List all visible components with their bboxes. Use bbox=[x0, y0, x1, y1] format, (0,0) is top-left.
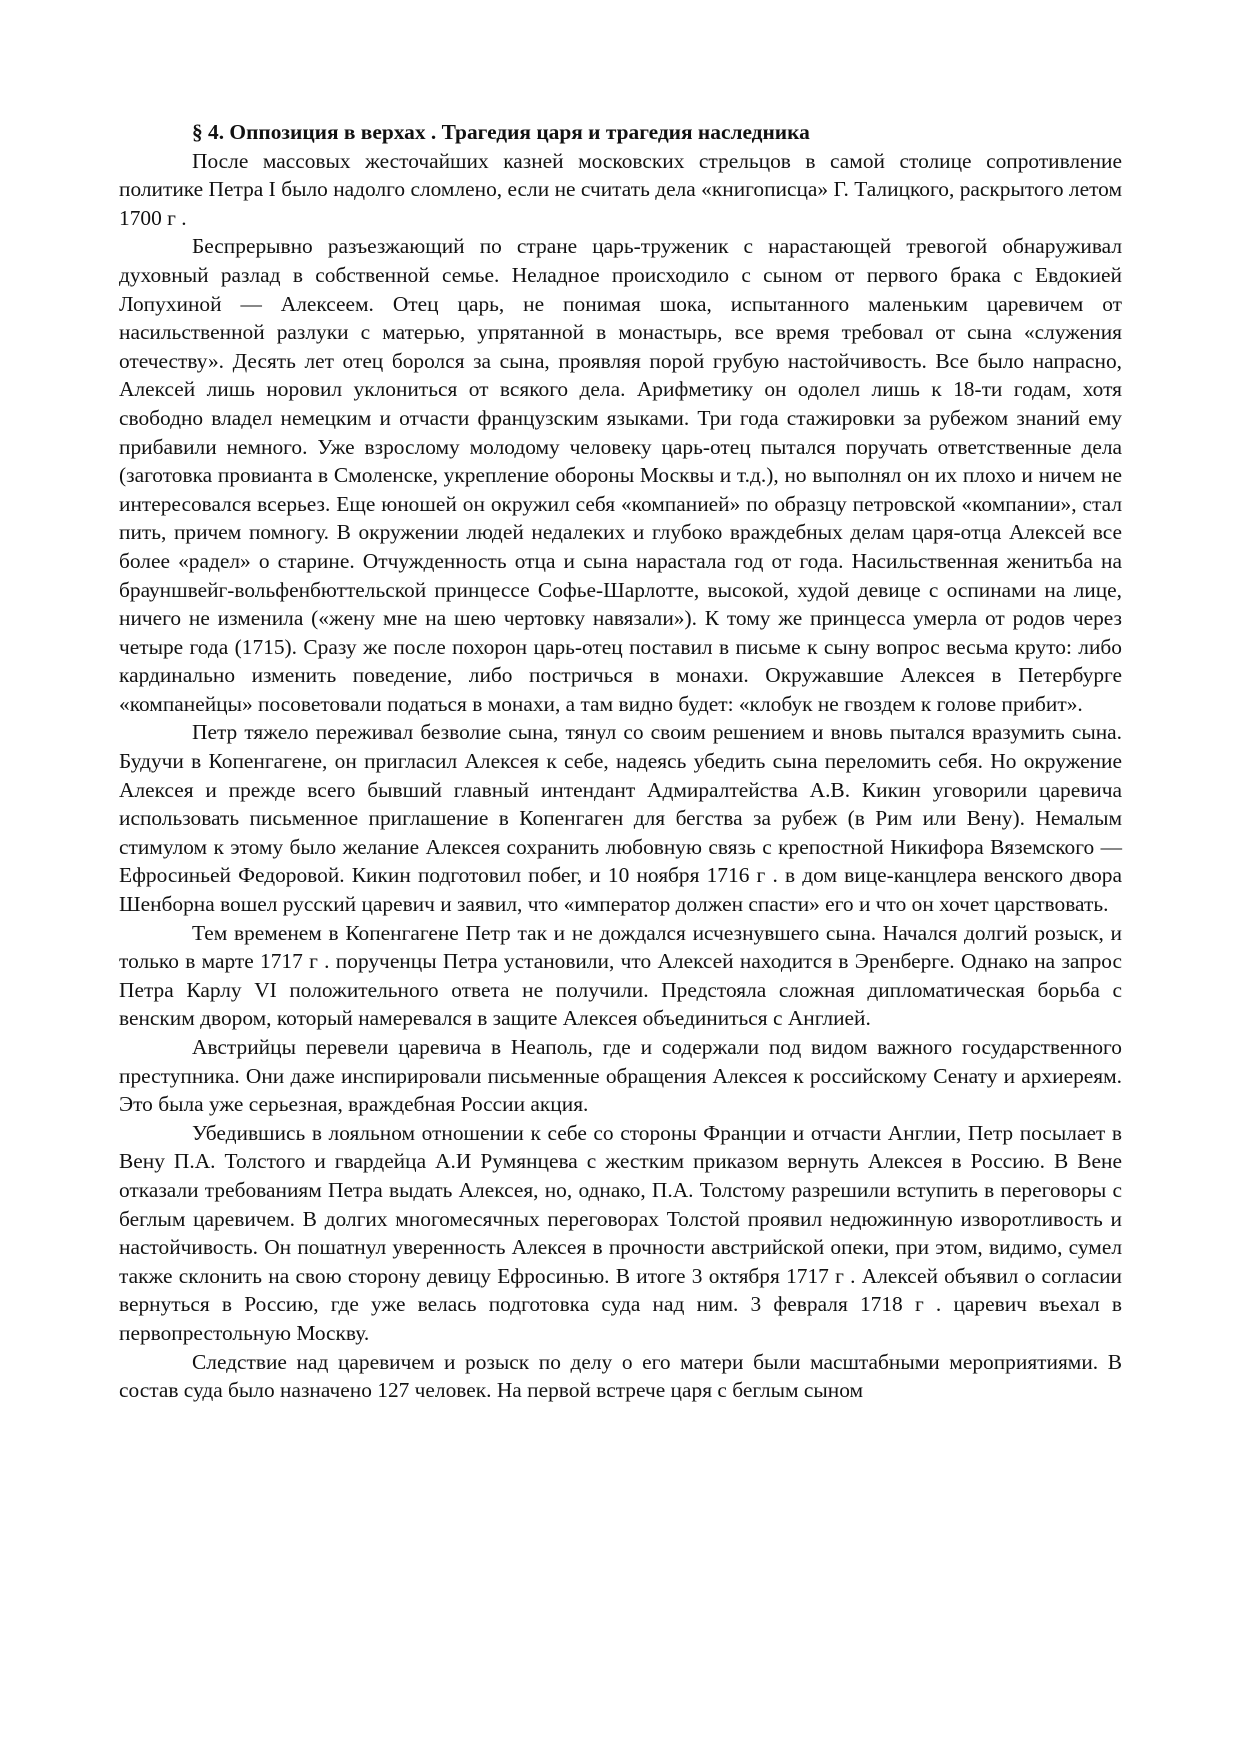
paragraph-2: Беспрерывно разъезжающий по стране царь-труженик с нарастающей тревогой обнаруживал духовный разлад в собственной семье. Неладное происходило с сыном от первого брака с Евдокией Лопухиной — Алексеем. Отец царь, не понимая шока, испытанного маленьким царевичем от насильственной разлуки с матерью, упрятанной в монастырь, все время требовал от сына «служения отечеству». Десять лет отец боролся за сына, проявляя порой грубую настойчивость. Все было напрасно, Алексей лишь норовил уклониться от всякого дела. Арифметику он одолел лишь к 18-ти годам, хотя свободно владел немецким и отчасти французским языками. Три года стажировки за рубежом знаний ему прибавили немного. Уже взрослому молодому человеку царь-отец пытался поручать ответственные дела (заготовка провианта в Смоленске, укрепление обороны Москвы и т.д.), но выполнял он их плохо и ничем не интересовался всерьез. Еще юношей он окружил себя «компанией» по образцу петровской «компании», стал пить, причем помногу. В окружении людей недалеких и глубоко враждебных делам царя-отца Алексей все более «радел» о старине. Отчужденность отца и сына нарастала год от года. Насильственная женитьба на брауншвейг-вольфенбюттельской принцессе Софье-Шарлотте, высокой, худой девице с оспинами на лице, ничего не изменила («жену мне на шею чертовку навязали»). К тому же принцесса умерла от родов через четыре года (1715). Сразу же после похорон царь-отец поставил в письме к сыну вопрос весьма круто: либо кардинально изменить поведение, либо постричься в монахи. Окружавшие Алексея в Петербурге «компанейцы» посоветовали податься в монахи, а там видно будет: «клобук не гвоздем к голове прибит». bbox=[119, 234, 1122, 716]
document-page bbox=[119, 118, 1122, 1405]
paragraph-7: Следствие над царевичем и розыск по делу о его матери были масштабными мероприятиями. В состав суда было назначено 127 человек. На первой встрече царя с беглым сыном bbox=[119, 1349, 1122, 1403]
paragraph-4: Тем временем в Копенгагене Петр так и не дождался исчезнувшего сына. Начался долгий розыск, и только в марте 1717 г . порученцы Петра установили, что Алексей находится в Эренберге. Однако на запрос Петра Карлу VI положительного ответа не получили. Предстояла сложная дипломатическая борьба с венским двором, который намеревался в защите Алексея объединиться с Англией. bbox=[119, 920, 1122, 1031]
paragraph-3: Петр тяжело переживал безволие сына, тянул со своим решением и вновь пытался вразумить сына. Будучи в Копенгагене, он пригласил Алексея к себе, надеясь убедить сына переломить себя. Но окружение Алексея и прежде всего бывший главный интендант Адмиралтейства А.В. Кикин уговорили царевича использовать письменное приглашение в Копенгаген для бегства за рубеж (в Рим или Вену). Немалым стимулом к этому было желание Алексея сохранить любовную связь с крепостной Никифора Вяземского — Ефросиньей Федоровой. Кикин подготовил побег, и 10 ноября 1716 г . в дом вице-канцлера венского двора Шенборна вошел русский царевич и заявил, что «император должен спасти» его и что он хочет царствовать. bbox=[119, 720, 1122, 917]
section-title: § 4. Оппозиция в верхах . Трагедия царя и трагедия наследника bbox=[192, 120, 810, 144]
paragraph-5: Австрийцы перевели царевича в Неаполь, где и содержали под видом важного государственного преступника. Они даже инспирировали письменные обращения Алексея к российскому Сенату и архиереям. Это была уже серьезная, враждебная России акция. bbox=[119, 1035, 1122, 1117]
paragraph-6: Убедившись в лояльном отношении к себе со стороны Франции и отчасти Англии, Петр посылает в Вену П.А. Толстого и гвардейца А.И Румянцева с жестким приказом вернуть Алексея в Россию. В Вене отказали требованиям Петра выдать Алексея, но, однако, П.А. Толстому разрешили вступить в переговоры с беглым царевичем. В долгих многомесячных переговорах Толстой проявил недюжинную изворотливость и настойчивость. Он пошатнул уверенность Алексея в прочности австрийской опеки, при этом, видимо, сумел также склонить на свою сторону девицу Ефросинью. В итоге 3 октября 1717 г . Алексей объявил о согласии вернуться в Россию, где уже велась подготовка суда над ним. 3 февраля 1718 г . царевич въехал в первопрестольную Москву. bbox=[119, 1120, 1122, 1345]
paragraph-1: После массовых жесточайших казней московских стрельцов в самой столице сопротивление политике Петра I было надолго сломлено, если не считать дела «книгописца» Г. Талицкого, раскрытого летом 1700 г . bbox=[119, 148, 1122, 230]
